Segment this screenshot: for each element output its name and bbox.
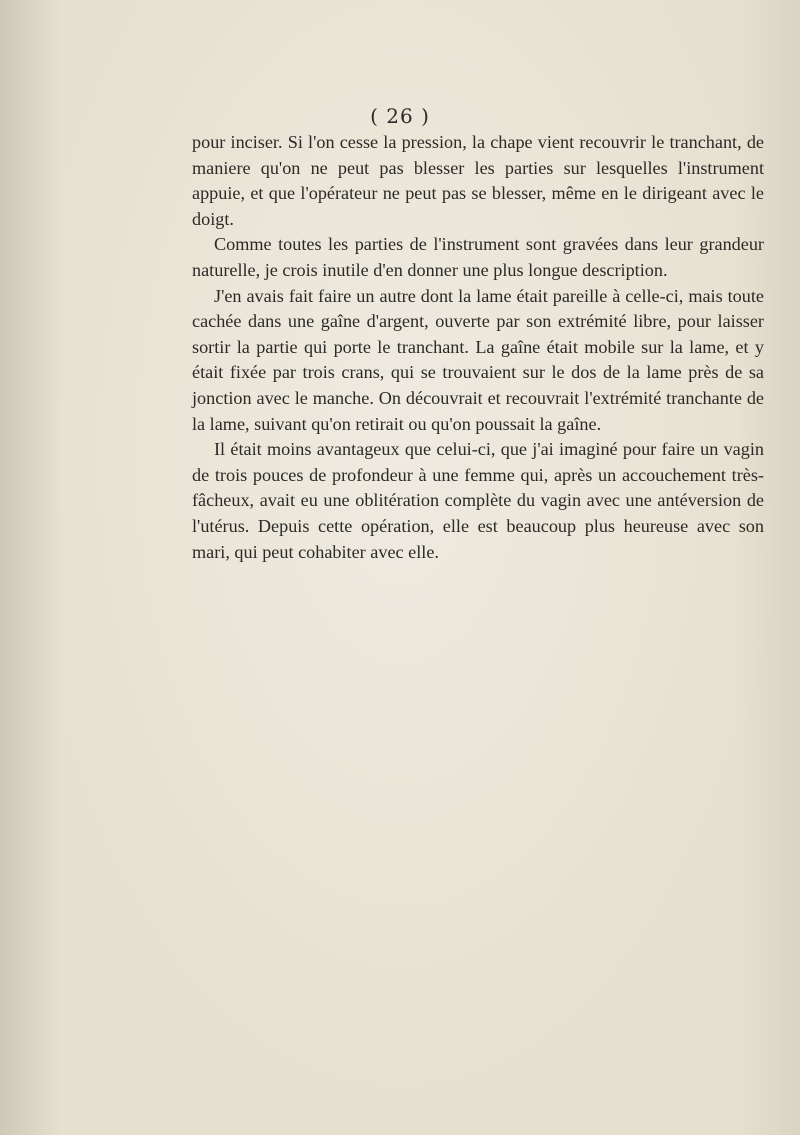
body-text [192,130,764,565]
paragraph-3: J'en avais fait faire un autre dont la lame était pareille à celle-ci, mais toute cachée dans une gaîne d'argent, ouverte par son extrémité libre, pour laisser sortir la partie qui porte le tranchant. La gaîne était mobile sur la lame, et y était fixée par trois crans, qui se trouvaient sur le dos de la lame près de sa jonction avec le manche. On découvrait et recouvrait l'extrémité tranchante de la lame, suivant qu'on retirait ou qu'on poussait la gaîne. [192,285,764,434]
binding-shadow [0,0,60,1135]
paragraph-4: Il était moins avantageux que celui-ci, que j'ai imaginé pour faire un vagin de trois pouces de profondeur à une femme qui, après un accouchement très-fâcheux, avait eu une oblitération complète du vagin avec une antéversion de l'utérus. Depuis cette opération, elle est beaucoup plus heureuse avec son mari, qui peut cohabiter avec elle. [192,439,764,562]
bleed-through-text [180,690,760,756]
paragraph-1: pour inciser. Si l'on cesse la pression, la chape vient recouvrir le tranchant, de maniere qu'on ne peut pas blesser les parties sur lesquelles l'instrument appuie, et que l'opérateur ne peut pas se blesser, même en le dirigeant avec le doigt. [192,132,764,229]
page-number: ( 26 ) [370,104,430,128]
paragraph-2: Comme toutes les parties de l'instrument sont gravées dans leur grandeur naturelle, je crois inutile d'en donner une plus longue description. [192,234,764,280]
